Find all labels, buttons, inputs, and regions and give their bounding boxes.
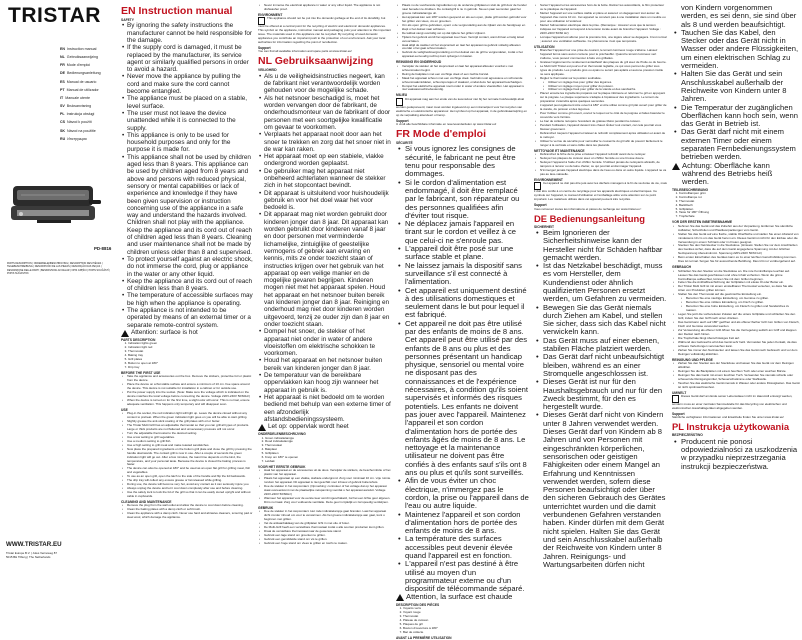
brand-logo: TRISTAR (8, 4, 101, 27)
safety-list-fr: • Si vous ignorez les consignes de sécurité, le fabricant ne peut être tenu pour responsable des dommages. • Si le cordon d'alimentation est endommagé, il doit être remplacé par le fabricant, son réparateur ou des personnes qualifiées afin d'éviter tout risque. • Ne déplacez jamais l'appareil en tirant sur le cordon et veillez à ce que celui-ci ne s'enroule pas. • L'appareil doit être posé sur une surface stable et plane. • Ne laissez jamais la dispositif sans surveillance s'il est connecté à l'alimentation. • Cet appareil est uniquement destiné à des utilisations domestiques et seulement dans le but pour lequel il est fabriqué. • Cet appareil ne doit pas être utilisé par des enfants de moins de 8 ans. Cet appareil peut être utilisé par des enfants de 8 ans ou plus et des personnes présentant un handicap physique, sensoriel ou mental voire ne disposant pas des connaissances et de l'expérience nécessaires, à condition qu'ils soient supervisés et informés des risques potentiels. Les enfants ne doivent pas jouer avec l'appareil. Maintenez l'appareil et son cordon d'alimentation hors de portée des enfants âgés de moins de 8 ans. Le nettoyage et la maintenance utilisateur ne doivent pas être confiés à des enfants sauf s'ils ont 8 ans ou plus et qu'ils sont surveillés. • Afin de vous éviter un choc électrique, n'immergez pas le cordon, la prise ou l'appareil dans de l'eau ou autre liquide. • Maintenez l'appareil et son cordon d'alimentation hors de portée des enfants de moins de 8 ans. • La température des surfaces accessibles peut devenir élevée quand l'appareil est en fonction. • L'appareil n'est pas destiné à être utilisé au moyen d'un programmateur externe ou d'un dispositif de télécommande séparé. (396, 145, 529, 593)
column-fr (396, 3, 529, 640)
safety-item: • By ignoring the safety instructions the manufacturer cannot be held responsible for the damage. (127, 22, 253, 44)
parts-list-en: 1. Indication lights green 2. Indication light red 3. Thermostat 4. Baking tray 5. Grill plates 6. Button to open at 180° 7. Drip tray (121, 342, 253, 369)
column-pl (672, 4, 800, 573)
contact-grill-illustration (7, 176, 102, 228)
section-before-fr: AVANT LA PREMIÈRE UTILISATION (396, 635, 452, 640)
before-list-nl: • Haal het apparaat en de accessoires uit de doos. Verwijder de stickers, de beschermfolie of het plastic van het apparaat. • Plaats het apparaat op een vlakke, stabiele ondergrond. Zorg voor minimaal 10 cm. vrije ruimte rondom het apparaat. Dit apparaat is niet geschikt voor inbouw of gebruik buitenshuis. • Doe de stekker in het stopcontact. (Opmerking: controleer of het voltage dat op het apparaat staat overeenkomt met de plaatselijke netspanning voordat u het apparaat aansluit. Voltage 220V-240V 50/60Hz) • Wanneer het apparaat voor de eerste keer wordt ingeschakeld, zal het een lichte geur afgeven. Dit is normaal. Zorg voor voldoende ventilatie. Deze geur is tijdelijk en zal spoedig verdwijnen. (258, 469, 391, 505)
heading-fr: FR Mode d'emploi (396, 128, 486, 141)
use-continued-nl: • Plaats nu de voorbereide ingrediënten op de onderste grillplaat en sluit de grill door de hendel naar beneden te drukken. De contactgrill is nu in gebruik. Na een paar seconden gaat het groene indicatielampje uit. • Het apparaat kan ook 180° worden geopend en als een open, platte grill worden gebruikt voor het grillen van vlees, vis en groenten. • Om als open grill te gebruiken, opent u de vergrendeling aan de zijkant van de handgreep en klapt u het deksel naar achteren. • De lekbak vangt overtollig vet op dat tijdens het grillen vrijkomt. • Tijdens het gebruik wordt het apparaat zeer heet. Vermijd contact, want dit kan ernstig letsel veroorzaken. • Haal altijd de stekker uit het stopcontact en laat het apparaat na gebruik volledig afkoelen voordat u het gaat schoonmaken. • Gebruik de veiligheidsvergrendeling om het deksel van de grill te vergrendelen, zodat u het apparaat eenvoudig rechtop kunt opbergen in kasten. (396, 4, 529, 59)
safety-item: • The appliance must be placed on a stable, level surface. (127, 95, 253, 110)
support-title-nl: Support (396, 118, 409, 123)
cover-panel (0, 0, 118, 575)
parts-list-fr: 1. Voyants verts 2. Voyant rouge 3. Thermostat 4. Plateau de cuisson 5. Plaques de gril 6. Bouton d'ouverture à 180° 7. Bac de collecte (396, 607, 529, 634)
section-clean-de: REINIGUNG UND PFLEGE (672, 357, 713, 362)
section-clean-fr: NETTOYAGE ET MAINTENANCE (534, 148, 585, 153)
clean-list-en: • Remove the plug from the wall outlet and allow the device to cool down before cleaning. • Clean the baking plates with a damp cloth or soft brush. • Clean the appliance with a damp cloth. Never use hard and abrasive cleaners, scouring pad or steel wool, which damage the appliance. (121, 504, 253, 520)
section-parts-nl: ONDERDELENBESCHRIJVING (258, 432, 306, 437)
section-parts-en: PARTS DESCRIPTION (121, 337, 156, 342)
safety-continued-de: von Kindern vorgenommen werden, es sei denn, sie sind über als 8 und werden beaufsichtigt. (681, 3, 797, 29)
support-text-fr: Vous retrouvez toutes les informations et pièces de rechange sur www.tristar.eu ! (534, 206, 642, 211)
hot-surface-note-fr: Attention, la surface est chaude (396, 593, 529, 601)
safety-item: • The temperature of accessible surfaces may be high when the appliance is operating. (127, 292, 253, 307)
clean-list-fr: • Débranchez la fiche de la prise et laissez l'appareil refroidir avant de le nettoyer. • Nettoyez les plaques de cuisson avec un chiffon humide ou une brosse douce. • Nettoyez l'appareil à l'aide d'un chiffon humide. N'utilisez jamais de nettoyants abrasifs, de tampons à récurer ou de laine d'acier, ce qui pourrait endommager l'appareil. • N'immergez jamais l'appareil électrique dans de l'eau ou dans un autre liquide. L'appareil ne va pas au lave-vaisselle. (534, 153, 667, 177)
language-entry[interactable]: PL Instrukcja obsługi (60, 112, 95, 117)
section-environment-de: UMWELT (672, 390, 687, 395)
section-parts-fr: DESCRIPTION DES PIÈCES (396, 602, 440, 607)
language-entry[interactable]: CS Návod k použití (60, 120, 92, 125)
language-entry[interactable]: SV Bruksanvisning (60, 104, 92, 109)
support-title-en: Support (258, 46, 271, 51)
safety-item: • If the supply cord is damaged, it must be replaced by the manufacturer, its service agent or similarly qualified persons in order to avoid a hazard. (127, 44, 253, 73)
use-list-fr-2: • Placez ensuite les ingrédients préparés sur la plaque inférieure et refermez le gril en appuyant sur la poignée. Le plaque supérieure s'adapte à l'épaisseur des ingrédients. Le témoin de préparation s'éteindra après quelques secondes. • L'appareil peut également être ouvert à 180° et être utilisé comme gril plat ouvert pour griller de la viande, du poisson et des légumes. • Pour l'utiliser comme gril ouvert, ouvrez le loquet sur le côté de la poignée et faites basculer le couvercle vers l'arrière. • Le bac de collecte récupère l'excédent de graisse libéré pendant la cuisson. • Pendant l'utilisation, l'appareil devient très chaud. Évitez tout contact, car cela pourrait vous blesser gravement. • Débranchez toujours l'appareil et laissez-le refroidir complètement après utilisation et avant de le nettoyer. • Utilisez le verrou de sécurité pour verrouiller le couvercle du gril afin de pouvoir facilement le ranger à la verticale et sans câble dans les placards. (534, 92, 667, 147)
safety-item: • To protect yourself against an electric shock, do not immerse the cord, plug or appliance in the water or any other liquid. (127, 256, 253, 278)
parts-description-languages: PARTS DESCRIPTION | ONDERDELENBESCHRIJVING | DESCRIPTION DES PIÈCES | TEILEBESCHREIBUNG | DESCRIPCIÓN DE LAS PIEZAS | DESCRIÇÃO DAS PEÇAS | DESCRIZIONE DELLE PARTI | BESKRIVNING AV DELAR | OPIS CZĘŚCI | POPIS SOUČÁSTÍ | POPIS SÚČIASTOK (7, 262, 111, 275)
safety-list-en (121, 22, 253, 328)
safety-list-de: • Beim Ignorieren der Sicherheitshinweise kann der Hersteller nicht für Schäden haftbar gemacht werden. • Ist das Netzkabel beschädigt, muss es vom Hersteller, dem Kundendienst oder ähnlich qualifizierten Personen ersetzt werden, um Gefahren zu vermeiden. • Bewegen Sie das Gerät niemals durch Ziehen am Kabel, und stellen Sie sicher, dass sich das Kabel nicht verwickeln kann. • Das Gerät muss auf einer ebenen, stabilen Fläche platziert werden. • Das Gerät darf nicht unbeaufsichtigt bleiben, während es an einer Stromquelle angeschlossen ist. • Dieses Gerät ist nur für den Haushaltsgebrauch und nur für den Zweck bestimmt, für den es hergestellt wurde. • Dieses Gerät darf nicht von Kindern unter 8 Jahren verwendet werden. Dieses Gerät darf von Kindern ab 8 Jahren und von Personen mit eingeschränkten körperlichen, sensorischen oder geistigen Fähigkeiten oder einem Mangel an Erfahrung und Kenntnissen verwendet werden, sofern diese Personen beaufsichtigt oder über den sicheren Gebrauch des Gerätes unterrichtet wurden und die damit verbundenen Gefahren verstanden haben. Kinder dürfen mit dem Gerät nicht spielen. Halten Sie das Gerät und sein Anschlusskabel außerhalb der Reichweite von Kindern unter 8 Jahren. Reinigungs- und Wartungsarbeiten dürfen nicht (534, 229, 667, 569)
language-entry[interactable]: EN Instruction manual (60, 47, 97, 51)
before-list-fr: • Sortez l'appareil et les accessoires hors de la boîte. Retirez les autocollants, le film protecteur ou le plastique de l'appareil. • Mettez l'appareil sur une surface stable et plane et assurez un dégagement tout autour de l'appareil d'au moins 10 cm. Cet appareil ne convient pas à une installation dans un meuble ou pour une utilisation à l'extérieur. • Mettez l'alimentation électrique dans la prise. (Remarque : Assurez-vous que la tension indiquée sur l'appareil correspond à la tension locale avant de brancher l'appareil. Voltage : 220V-240V 50/60 Hz) • Lorsque l'appareil est allumé pour la première fois, une légère odeur se dégagera. C'est normal ; assurez une ventilation suffisante. Ce phénomène n'est que temporaire. (534, 4, 667, 44)
section-before-de: VOR DER ERSTEN INBETRIEBNAHME (672, 220, 733, 225)
section-environment-fr: ENVIRONNEMENT (534, 177, 563, 182)
section-use-nl: GEBRUIK (258, 505, 274, 510)
safety-item: • The user must not leave the device unattended while it is connected to the supply. (127, 110, 253, 132)
clean-list-nl: • Verwijder de stekker uit het stopcontact en laat het apparaat afkoelen voordat u met schoonmaken begint. • Reinig de bakplaten met een vochtige doek of een zachte borstel. • Maak het apparaat schoon met een vochtige doek. Gebruik nooit agressieve en schurende schoonmaakmiddelen, schuursponsjes of staalwol, omdat deze het apparaat beschadigen. • Dompel het elektrische apparaat nooit onder in water of andere vloeistoffen. Het apparaat is niet vaatwasmachinebestendig. (396, 65, 529, 93)
warning-triangle-icon (121, 330, 129, 337)
parts-list-de: 1. Kontrolllampen grün 2. Kontrolllampe rot 3. Thermostat 4. Backblech 5. Grillplatten 6. Taste für 180° Öffnung 7. Tropfschale (672, 192, 800, 219)
heading-en: EN Instruction manual (121, 5, 233, 17)
language-index (60, 45, 118, 143)
column-nl (258, 4, 391, 573)
model-number: PD-8816 (94, 246, 112, 251)
support-text-de: Sämtliche verfügbaren Informationen und Ersatzteile finden Sie unter www.tristar.eu! (672, 415, 785, 420)
support-title-de: Support (672, 411, 685, 416)
section-safety-en: SAFETY (121, 18, 135, 22)
heading-nl: NL Gebruiksaanwijzing (258, 55, 374, 68)
safety-item: • This appliance is only to be used for household purposes and only for the purpose it is made for. (127, 132, 253, 154)
language-entry[interactable]: ES Manual de usuario (60, 79, 97, 84)
use-list-de: • Schließen Sie den Stecker an die Steckdose an. Die rote Kontrolllampe leuchtet auf. Lassen Sie das Gerät geschlossen und ohne Inhalt vorheizen. Wenn die grüne Kontrolllampe aufleuchtet, können Sie mit dem Grillen beginnen. • Fetten Sie die Antihaftbeschichtung der Grillplatten mit etwas Öl oder Butter ein. • Der Tristar Multi Grill ist mit einem einstellbaren Thermostat versehen, so dass Sie alle Arten von Produkten grillen können. • Stellen Sie den Thermostat auf die gewünschte Einstellung ein. (672, 270, 800, 298)
safety-list-pl: • Producent nie ponosi odpowiedzialności za uszkodzenia w przypadku nieprzestrzegania instrukcji bezpieczeństwa. (672, 438, 800, 471)
hot-surface-note-nl: Let op: oppervlak wordt heet (258, 423, 391, 431)
section-environment-en: ENVIRONMENT (258, 12, 283, 17)
language-entry[interactable]: FR Mode d'emploi (60, 63, 91, 68)
section-safety-de: SICHERHEIT (534, 224, 554, 229)
section-use-fr: UTILISATION (534, 44, 555, 49)
environment-text-nl: Dit apparaat mag aan het einde van de levensduur niet bij het normale huishoudelijk afval worden gedeponeerd, maar moet worden ingeleverd op een inzamelpunt voor het recyclen van elektrische en elektronische apparatuur. Het symbool op het apparaat, in de gebruiksaanwijzing en op de verpakking attendeert u hierop. (396, 96, 527, 117)
safety-item: • The appliance is not intended to be operated by means of an external timer or a separate remote-control system. (127, 307, 253, 329)
section-before-nl: VOOR HET EERSTE GEBRUIK (258, 464, 306, 469)
support-text-nl: U vindt alle beschikbare informatie en reserveonderdelen op www.tristar.eu! (396, 122, 497, 127)
language-entry[interactable]: DE Bedienungsanleitung (60, 71, 101, 76)
company-address: Tristar Europe B.V. | Jules Verneweg 87 5015 BH Tilburg | The Netherlands (6, 551, 57, 559)
column-de (534, 4, 667, 573)
use-list-de-2: • Legen Sie jetzt die vorbereiteten Zutaten auf die untere Grillplatte und schließen Sie den Grill, indem Sie den Griff nach unten drücken. • Das Gerät kann auch auf 180° geöffnet und als offener flacher Grill zum Grillen von Fleisch, Fisch und Gemüse verwendet werden. • Zur Verwendung als offener Grill öffnen Sie die Verriegelung seitlich am Griff und klappen den Deckel nach hinten. • Die Tropfschale fängt überschüssiges Fett auf. • Während des Gebrauchs wird das Gerät sehr heiß. Vermeiden Sie jeden Kontakt, da dies schwere Verletzungen verursachen kann. • Ziehen Sie immer den Netzstecker und lassen Sie das Gerät nach Gebrauch und vor dem Reinigen vollständig abkühlen. (672, 313, 800, 356)
website-link[interactable]: WWW.TRISTAR.EU (6, 541, 62, 548)
section-clean-nl: REINIGING EN ONDERHOUD (396, 60, 442, 65)
parts-list-nl: 1. Groen indicatielampje 2. Rood indicatielampje 3. Thermostaat 4. Bakplaat 5. Grillplaten 6. Knop om 180° te openen 7. Lekbak (258, 437, 391, 464)
section-before-en: BEFORE THE FIRST USE (121, 370, 161, 375)
safety-item: • This appliance shall not be used by children aged less than 8 years. This appliance can be used by children aged from 8 years and above and persons with reduced physical, sensory or mental capabilities or lack of experience and knowledge if they have been given supervision or instruction concerning use of the appliance in a safe way and understand the hazards involved. Children shall not play with the appliance. Keep the appliance and its cord out of reach of children aged less than 8 years. Cleaning and user maintenance shall not be made by children unless older than 8 and supervised. (127, 154, 253, 256)
language-entry[interactable]: IT Manuale utente (60, 95, 90, 100)
support-title-fr: Support (534, 203, 547, 208)
hot-surface-note: Attention: surface is hot (121, 329, 253, 337)
section-use-en: USE (121, 407, 128, 412)
environment-text-en: This appliance should not be put into the domestic garbage at the end of its durability, but must be offered at a central point for the recycling of electric and electronic domestic appliances. This symbol on the appliance, instruction manual and packaging puts your attention to this important issue. The materials used in this appliance can be recycled. By recycling of used domestic appliances you contribute an important push to the protection of our environment. Ask your local authorities for information regarding the point of recollection. (258, 16, 391, 45)
settings-list-fr: • Utilisez un réglage bas pour griller des légumes. • Utilisez un réglage moyen pour griller du poisson. • Utilisez un réglage haut pour griller de la viande et des sandwichs. (534, 81, 667, 93)
heading-de: DE Bedienungsanleitung (534, 212, 645, 224)
safety-list-nl: • Als u de veiligheidsinstructies negeert, kan de fabrikant niet verantwoordelijk worden gehouden voor de mogelijke schade. • Als het netsnoer beschadigd is, moet het worden vervangen door de fabrikant, de onderhoudsmonteur van de fabrikant of door personen met een soortgelijke kwalificatie om gevaar te voorkomen. • Verplaats het apparaat nooit door aan het snoer te trekken en zorg dat het snoer niet in de war kan raken. • Het apparaat moet op een stabiele, vlakke ondergrond worden geplaatst. • De gebruiker mag het apparaat niet onbeheerd achterlaten wanneer de stekker zich in het stopcontact bevindt. • Dit apparaat is uitsluitend voor huishoudelijk gebruik en voor het doel waar het voor bedoeld is. • Dit apparaat mag niet worden gebruikt door kinderen jonger dan 8 jaar. Dit apparaat kan worden gebruikt door kinderen vanaf 8 jaar en door personen met verminderde lichamelijke, zintuiglijke of geestelijke vermogens of gebrek aan ervaring en kennis, mits ze onder toezicht staan of instructies krijgen over het gebruik van het apparaat op een veilige manier en de mogelijke gevaren begrijpen. Kinderen mogen niet met het apparaat spelen. Houd het apparaat en het netsnoer buiten bereik van kinderen jonger dan 8 jaar. Reiniging en onderhoud mag niet door kinderen worden uitgevoerd, tenzij ze ouder zijn dan 8 jaar en onder toezicht staan. • Dompel het snoer, de stekker of het apparaat niet onder in water of andere vloeistoffen om elektrische schokken te voorkomen. • Houd het apparaat en het netsnoer buiten bereik van kinderen jonger dan 8 jaar. • De temperatuur van de bereikbare oppervlakken kan hoog zijn wanneer het apparaat in gebruik is. • Het apparaat is niet bedoeld om te worden bediend met behulp van een externe timer of een afzonderlijk afstandsbedieningssysteem. (258, 73, 391, 423)
settings-list-de: • Benutzen Sie eine niedrige Einstellung, um Gemüse zu grillen. • Benutzen Sie eine mittlere Einstellung, um Fisch zu grillen. • Benutzen Sie eine hohe Einstellung, um Fleisch zu grillen und Sandwiches zu toasten. (672, 297, 800, 313)
safety-item: • Keep the appliance and its cord out of reach of children less than 8 years. (127, 278, 253, 293)
language-entry[interactable]: SK Návod na použitie (60, 128, 96, 133)
warning-triangle-icon (672, 163, 680, 170)
use-list-en: • Plug-in the socket, the red indication light will light up. Leave the device closed without any content to preheat. When the green indication light goes on you will be able to start grilling. • Slightly grease the anti-stick coating of the grill plates with oil or butter. • The Tristar Multi Grill has an adjustable thermostat so that you can grill all types of products. Large or thick products are not flattened and unnecessary pressure will not occur. • Turn the adjustable thermostat to the desired setting. • Use a low setting to grill vegetables. • Use a medium setting to grill fish. • Use a high setting to grill meat and make toasted sandwiches. • Now place the prepared ingredients on the bottom grill plate and close the grill by pressing the handle downwards. The contact grill is now in use. After a couple of seconds the green indication light will go out. After a few minutes, the toast time depends on the kind, the temperature, and your personal taste. Because the device is closed the baking process is faster. • The device can also be opened at 180° and be used as an open flat grill for grilling meat, fish and vegetables. • To use as an open grill, open the latch to the side of the handle and flip the lid backwards. • The drip tray will collect any excess grease or fat released while grilling. • During use, the device will become very hot, avoid any contact as it can seriously injure you. • Always unplug the device and let it cool down completely after use and before cleaning. • Use the safety lock to lock the lid of the grill so that it can be easily stored upright and without cable in cupboards. (121, 412, 253, 499)
before-list-de: • Nehmen Sie das Gerät und das Zubehör aus der Verpackung. Entfernen Sie sämtliche Aufkleber, Schutzfolien und Plastikverpackungen vom Gerät. • Stellen Sie das Gerät auf eine flache, stabile Oberfläche und stellen Sie einen Abstand von mindestens 10 cm um das Gerät herum ein. Dieses Gerät ist nicht für den Einbau oder die Verwendung in einem Schrank oder im Freien geeignet. • Stecken Sie den Netzstecker in die Steckdose. (Hinweis: Stellen Sie vor dem Anschließen des Gerätes sicher, dass die auf dem Gerät angegebene Spannung mit der örtlichen Netzspannung übereinstimmt. Spannung 220V-240V 50/60 Hz) • Beim ersten Einschalten des Gerätes kann es zu einer leichten Geruchsbildung kommen. Dies ist normal. Sorgen Sie für ausreichende Belüftung. Dies tritt nur vorübergehend auf. (672, 225, 800, 265)
before-list-en: • Take the appliance and accessories out the box. Remove the stickers, protective foil or plastic from the device. • Place the device on a flat stable surface and ensure a minimum of 10 cm. free space around the device. This device is not suitable for installation in a cabinet or for outside use. • Put the power supply into the socket. (Note: Make sure the voltage which is indicated on the device matches the local voltage before connecting the device. Voltage 220V-240V 50/60Hz) • When the device is turned on for the first time, a slight odor will occur. This is normal, ensure adequate ventilation. This happens only temporary and will disappear soon. (121, 375, 253, 407)
use-list-fr: • Branchez l'appareil sur une prise de courant, le témoin lumineux rouge s'allume. Laissez l'appareil fermé sans aucun contenu pour le préchauffer. Quand le témoin lumineux vert s'allume, vous pouvez commencer à faire vos grillades. • Graissez légèrement le revêtement antiadhésif des plaques du gril avec de l'huile ou du beurre. • Le Multi Grill Tristar est pourvu d'un thermostat réglable, ce qui vous permet de griller tous types de produits. Les produits gros ou épais ne seront pas aplatis et aucune pression inutile ne sera appliquée. • Réglez le thermostat sur la position souhaitée. (534, 49, 667, 81)
hot-surface-note-de: Achtung: Oberfläche kann während des Betriebs heiß werden. (672, 162, 800, 187)
safety-item: • Never move the appliance by pulling the cord and make sure the cord cannot become entangled. (127, 73, 253, 95)
column-en (121, 4, 253, 573)
warning-triangle-icon (258, 424, 266, 431)
clean-list-de: • Ziehen Sie den Stecker aus der Steckdose und lassen Sie das Gerät vor dem Reinigen abkühlen. • Reinigen Sie die Backplatten mit einem feuchten Tuch oder einer weichen Bürste. • Reinigen Sie das Gerät mit einem feuchten Tuch. Verwenden Sie niemals scharfe oder scheuernde Reinigungsmittel, Scheuerschwämme oder Stahlwolle. • Tauchen Sie das elektrische Gerät niemals in Wasser oder andere Flüssigkeiten. Das Gerät ist nicht spülmaschinenfest. (672, 362, 800, 390)
section-safety-nl: VEILIGHEID (258, 68, 277, 73)
section-parts-de: TEILEBESCHREIBUNG (672, 187, 709, 192)
section-use-de: GEBRAUCH (672, 265, 692, 270)
safety-list-de-2: • Tauchen Sie das Kabel, den Stecker oder das Gerät nicht in Wasser oder andere Flüssigkeiten, um einen elektrischen Schlag zu vermeiden. • Halten Sie das Gerät und sein Anschlusskabel außerhalb der Reichweite von Kindern unter 8 Jahren. • Die Temperatur der zugänglichen Oberflächen kann hoch sein, wenn das Gerät in Betrieb ist. • Das Gerät darf nicht mit einem externen Timer oder einem separaten Fernbedienungssystem betrieben werden. (672, 29, 800, 162)
section-safety-fr: SÉCURITÉ (396, 141, 413, 146)
clean-continued-en: • Never immerse the electrical appliance in water or any other liquid. The appliance is not dishwasher proof. (258, 4, 391, 12)
warning-triangle-icon (396, 594, 404, 601)
section-safety-pl: BEZPIECZEŃSTWO (672, 433, 703, 438)
section-clean-en: CLEANING AND MAINTENANCE (121, 500, 172, 505)
language-entry[interactable]: NL Gebruiksaanwijzing (60, 55, 98, 60)
environment-text-de: Dieses Gerät darf am Ende seiner Lebensdauer nicht im Hausmüll entsorgt werden, sondern muss an einer zentralen Sammelstelle für das Recycling von elektrischen und elektronischen Haushaltsgeräten abgegeben werden. (672, 394, 793, 411)
language-entry[interactable]: RU Инструкция (60, 136, 87, 141)
language-entry[interactable]: PT Manual de utilizador (60, 87, 99, 92)
use-list-nl: • Doe de stekker in het stopcontact. Het rode indicatielampje gaat branden. Laat het apparaat dicht zonder inhoud om voor te verwarmen. Als het groene indicatielampje aan gaat, kunt u beginnen met grillen. • Vet de antiaanbaklaag van de grillplaten licht in met olie of boter. • De Multi-Grill heeft een verstelbare thermostaat zodat u alle soorten producten kunt grillen. • Draai de verstelbare thermostaat naar de gewenste stand. • Gebruik een lage stand om groenten te grillen. • Gebruik een gemiddelde stand om vis te grillen. • Gebruik een hoge stand om vlees te grillen en tosti's te maken. (258, 510, 391, 546)
section-environment-nl: MILIEU (396, 93, 408, 98)
support-text-en: You can find all available information and spare parts at www.tristar.eu! (258, 49, 352, 54)
heading-pl: PL Instrukcja użytkowania (672, 421, 790, 433)
environment-text-fr: Cet appareil ne doit pas être jeté avec les déchets ménagers à la fin de sa durée de vie, mais il doit être confié à un centre de recyclage pour les appareils électriques et électroniques. Ce symbole sur l'appareil, le manuel d'utilisation et l'emballage attire votre attention sur ce point important. Les matériaux utilisés dans cet appareil peuvent être recyclés. (534, 181, 667, 202)
